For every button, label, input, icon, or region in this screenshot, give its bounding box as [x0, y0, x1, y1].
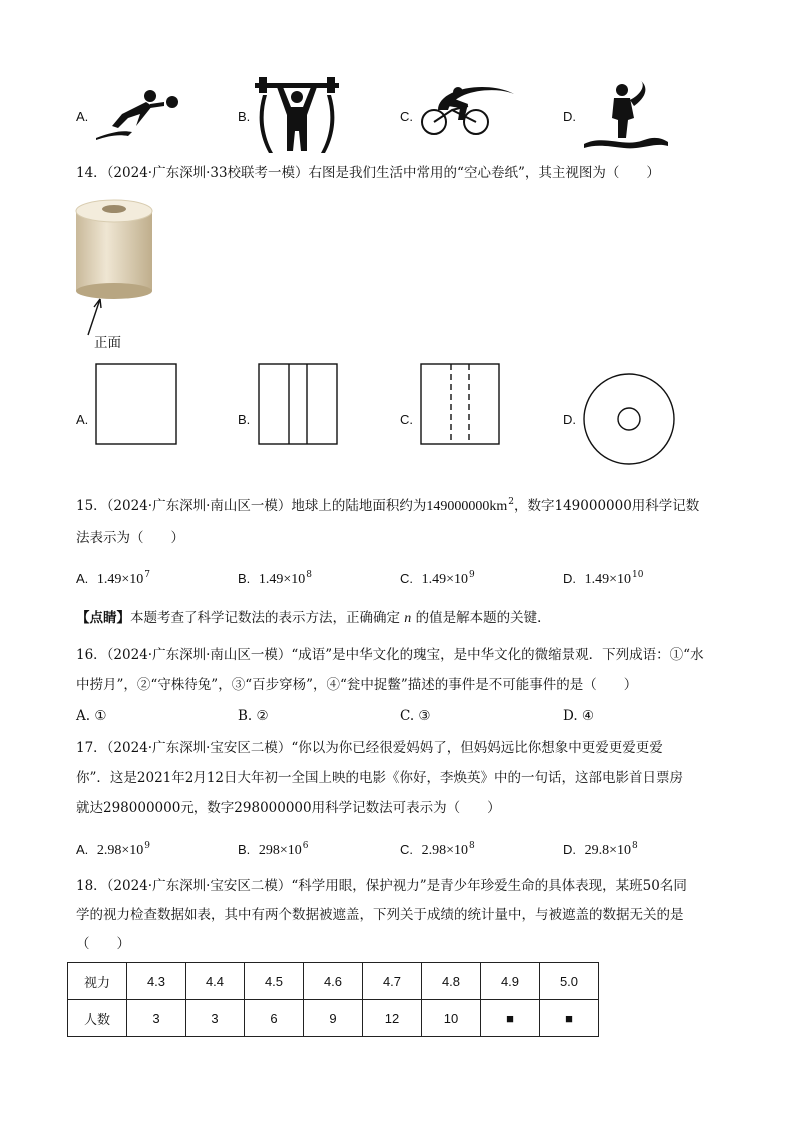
option-b-label: B.	[238, 109, 251, 124]
q17-stem-line1: 17．（2024·广东深圳·宝安区二模）“你以为你已经很爱妈妈了，但妈妈远比你想象中更爱更爱更爱	[76, 740, 663, 756]
option-d-concentric-circles	[582, 373, 676, 467]
q17-stem-line2: 你”．这是2021年2月12日大年初一全国上映的电影《你好，李焕英》中的一句话，这部电影首日票房	[76, 770, 684, 786]
q16-option-c: C. ③	[400, 708, 431, 724]
option-a-rectangle	[95, 363, 177, 445]
front-label: 正面	[94, 335, 121, 351]
q17-option-c: C. $2.98\times 10^8$	[400, 841, 475, 858]
swimmer-icon	[584, 78, 668, 152]
table-cell: 6	[245, 1000, 304, 1037]
q14-option-b-label: B.	[238, 412, 251, 427]
table-cell: 4.7	[363, 963, 422, 1000]
q15-option-b: B. $1.49\times 10^8$	[238, 570, 313, 587]
table-cell: 4.3	[127, 963, 186, 1000]
q18-stem-line1: 18．（2024·广东深圳·宝安区二模）“科学用眼，保护视力”是青少年珍爱生命的具体表现，某班50名同	[76, 878, 687, 894]
q14-stem: 14．（2024·广东深圳·33校联考一模）右图是我们生活中常用的“空心卷纸”，其主视图为（ ）	[76, 165, 660, 181]
table-cell: 4.6	[304, 963, 363, 1000]
q15-option-c: C. $1.49\times 10^9$	[400, 570, 475, 587]
weightlifter-icon	[255, 75, 339, 155]
q14-option-c-label: C.	[400, 412, 413, 427]
table-cell: 人数	[68, 1000, 127, 1037]
q15-stem-line1: 15．（2024·广东深圳·南山区一模）地球上的陆地面积约为$149000000km^2$，数字149000000用科学记数	[76, 497, 700, 514]
toilet-paper-roll-image	[72, 195, 162, 340]
q14-option-d-label: D.	[563, 412, 576, 427]
table-cell: 4.8	[422, 963, 481, 1000]
table-row-vision	[68, 963, 599, 1000]
cyclist-icon	[418, 80, 518, 140]
q15-option-d: D. $1.49\times 10^{10}$	[563, 570, 644, 587]
q17-option-a: A. $2.98\times 10^9$	[76, 841, 151, 858]
q17-stem-line3: 就达298000000元，数字298000000用科学记数法可表示为（ ）	[76, 800, 501, 816]
table-cell: 10	[422, 1000, 481, 1037]
table-cell: 3	[127, 1000, 186, 1037]
q16-option-b: B. ②	[238, 708, 269, 724]
q15-stem-line2: 法表示为（ ）	[76, 530, 184, 546]
option-a-label: A.	[76, 109, 89, 124]
q16-stem-line1: 16．（2024·广东深圳·南山区一模）“成语”是中华文化的瑰宝，是中华文化的微缩景观．下列成语：①“水	[76, 647, 704, 663]
table-cell: 5.0	[540, 963, 599, 1000]
volleyball-player-icon	[92, 80, 184, 142]
vision-data-table	[67, 962, 599, 1037]
table-cell: 4.4	[186, 963, 245, 1000]
table-cell: 9	[304, 1000, 363, 1037]
table-cell: 视力	[68, 963, 127, 1000]
option-c-label: C.	[400, 109, 413, 124]
table-row-count	[68, 1000, 599, 1037]
masked-cell: ■	[481, 1000, 540, 1037]
masked-cell: ■	[540, 1000, 599, 1037]
table-cell: 3	[186, 1000, 245, 1037]
q16-option-d: D. ④	[563, 708, 595, 724]
option-d-label: D.	[563, 109, 576, 124]
q16-stem-line2: 中捞月”，②“守株待兔”，③“百步穿杨”，④“瓮中捉鳖”描述的事件是不可能事件的是（ ）	[76, 677, 638, 693]
q18-stem-line2: 学的视力检查数据如表，其中有两个数据被遮盖，下列关于成绩的统计量中，与被遮盖的数据无关的是	[76, 907, 684, 923]
table-cell: 4.9	[481, 963, 540, 1000]
q17-option-b: B. $298\times 10^6$	[238, 841, 309, 858]
option-b-rectangle-solid-lines	[258, 363, 340, 445]
q18-stem-line3: （ ）	[76, 936, 130, 952]
q15-option-a: A. $1.49\times 10^7$	[76, 570, 151, 587]
q14-option-a-label: A.	[76, 412, 89, 427]
q17-option-d: D. $29.8\times 10^8$	[563, 841, 638, 858]
solution-comment: 【点睛】本题考查了科学记数法的表示方法，正确确定 n 的值是解本题的关键．	[76, 610, 551, 626]
table-cell: 4.5	[245, 963, 304, 1000]
q16-option-a: A. ①	[76, 708, 107, 724]
table-cell: 12	[363, 1000, 422, 1037]
option-c-rectangle-dashed-lines	[420, 363, 502, 445]
comment-tag: 【点睛】	[76, 610, 130, 626]
